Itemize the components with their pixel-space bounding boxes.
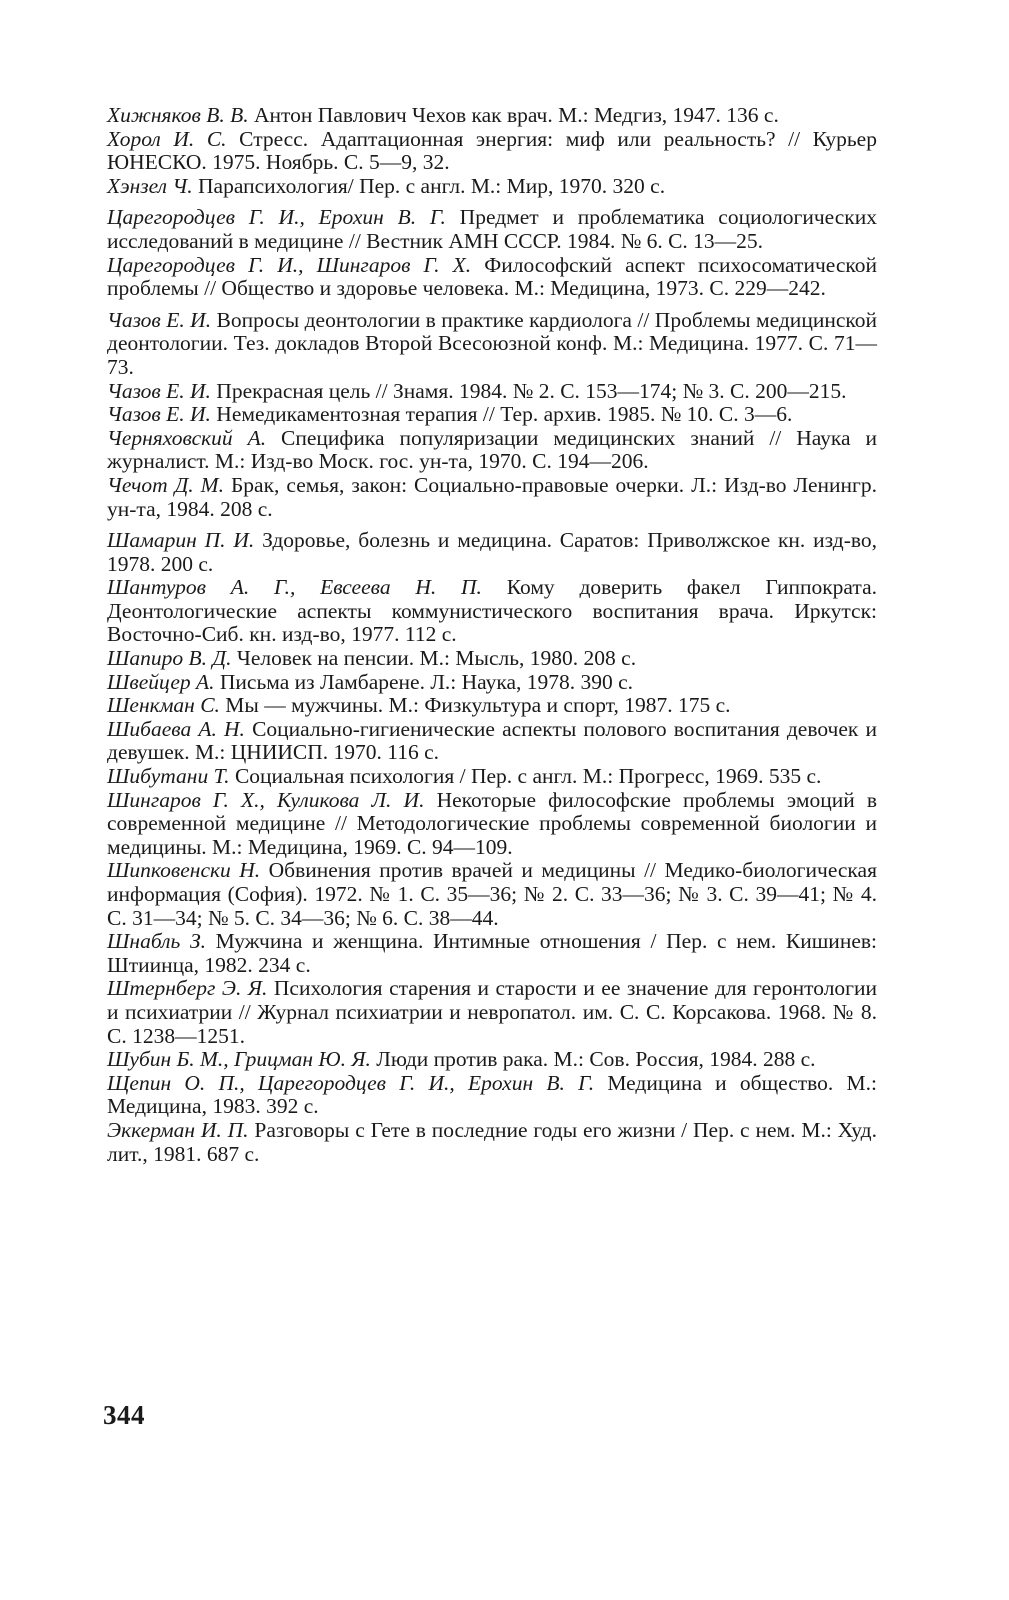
bibliography-entry [107,1048,877,1072]
bibliography-entry [107,930,877,977]
entry-author: Черняховский А. [107,425,267,450]
page-number: 344 [103,1400,145,1430]
entry-author: Хэнзел Ч. [107,173,193,198]
entry-text: Кому доверить факел Гиппократа. Деонтологические аспекты коммунистического воспитания врача. Иркутск: Восточно-Сиб. кн. изд-во, 1977. 112 с. [107,575,877,647]
bibliography-entry [107,104,877,128]
bibliography-entry [107,427,877,474]
entry-author: Швейцер А. [107,669,215,694]
bibliography-entry [107,718,877,765]
bibliography-entry [107,576,877,647]
entry-text: Психология старения и старости и ее значение для геронтологии и психиатрии // Журнал психиатрии и невропатол. им. С. С. Корсакова. 1968. № 8. С. 1238—1251. [107,976,877,1048]
bibliography-entry [107,403,877,427]
entry-author: Шипковенски Н. [107,858,261,883]
entry-author: Чазов Е. И. [107,402,211,427]
entry-author: Чазов Е. И. [107,378,211,403]
bibliography-entry [107,474,877,521]
bibliography-entry [107,647,877,671]
entry-text: Прекрасная цель // Знамя. 1984. № 2. С. 153—174; № 3. С. 200—215. [210,378,847,403]
entry-author: Чазов Е. И. [107,307,212,332]
entry-text: Парапсихология/ Пер. с англ. М.: Мир, 1970. 320 с. [192,173,666,198]
entry-author: Шамарин П. И. [107,528,255,553]
entry-author: Шапиро В. Д. [107,646,232,671]
entry-author: Щепин О. П., Царегородцев Г. И., Ерохин В. Г. [107,1070,595,1095]
bibliography-entry [107,1072,877,1119]
entry-text: Письма из Ламбарене. Л.: Наука, 1978. 390 с. [214,669,634,694]
bibliography-entry [107,529,877,576]
entry-text: Специфика популяризации медицинских знаний // Наука и журналист. М.: Изд-во Моск. гос. ун-та, 1970. С. 194—206. [107,425,878,474]
entry-author: Шингаров Г. Х., Куликова Л. И. [107,787,425,812]
entry-text: Предмет и проблематика социологических исследований в медицине // Вестник АМН СССР. 1984. № 6. С. 13—25. [107,205,877,253]
entry-text: Немедикаментозная терапия // Тер. архив. 1985. № 10. С. 3—6. [210,402,793,427]
bibliography-entry [107,254,877,301]
entry-text: Люди против рака. М.: Сов. Россия, 1984. 288 с. [370,1047,816,1072]
entry-author: Хижняков В. В. [107,103,249,127]
entry-author: Царегородцев Г. И., Шингаров Г. Х. [107,252,472,277]
bibliography-entry [107,309,877,380]
entry-text: Брак, семья, закон: Социально-правовые очерки. Л.: Изд-во Ленингр. ун-та, 1984. 208 с. [107,472,877,521]
bibliography-entry [107,380,877,404]
bibliography-entry [107,859,877,930]
entry-author: Шнабль З. [107,929,206,954]
bibliography-entry [107,175,877,199]
entry-author: Чечот Д. М. [107,472,224,497]
entry-text: Стресс. Адаптационная энергия: миф или реальность? // Курьер ЮНЕСКО. 1975. Ноябрь. С. 5—9, 32. [107,126,877,175]
bibliography-entry [107,671,877,695]
entry-author: Штернберг Э. Я. [107,976,268,1001]
bibliography-entry [107,789,877,860]
entry-text: Разговоры с Гете в последние годы его жизни / Пер. с нем. М.: Худ. лит., 1981. 687 с. [107,1117,877,1166]
entry-author: Шибаева А. Н. [107,716,245,741]
entry-text: Мужчина и женщина. Интимные отношения / Пер. с нем. Кишинев: Штиинца, 1982. 234 с. [107,929,877,977]
entry-text: Философский аспект психосоматической проблемы // Общество и здоровье человека. М.: Медицина, 1973. С. 229—242. [107,252,877,301]
bibliography-entry [107,977,877,1048]
entry-text: Социально-гигиенические аспекты полового воспитания девочек и девушек. М.: ЦНИИСП. 1970. 116 с. [107,716,878,765]
entry-text: Вопросы деонтологии в практике кардиолога // Проблемы медицинской деонтологии. Тез. докладов Второй Всесоюзной конф. М.: Медицина. 1977. С. 71—73. [107,307,877,379]
entry-author: Царегородцев Г. И., Ерохин В. Г. [107,205,446,230]
bibliography-entry [107,765,877,789]
entry-text: Антон Павлович Чехов как врач. М.: Медгиз, 1947. 136 с. [248,103,779,127]
entry-author: Шибутани Т. [107,764,230,789]
entry-text: Человек на пенсии. М.: Мысль, 1980. 208 с. [231,646,637,671]
bibliography-list [107,104,877,1166]
entry-text: Медицина и общество. М.: Медицина, 1983. 392 с. [107,1070,877,1119]
entry-author: Эккерман И. П. [107,1117,249,1142]
bibliography-entry [107,128,877,175]
entry-author: Шантуров А. Г., Евсеева Н. П. [107,575,482,600]
entry-author: Хорол И. С. [107,126,227,151]
bibliography-entry [107,206,877,253]
entry-text: Некоторые философские проблемы эмоций в современной медицине // Методологические проблемы современной биологии и медицины. М.: Медицина, 1969. С. 94—109. [107,787,878,859]
entry-author: Шенкман С. [107,693,220,718]
entry-text: Обвинения против врачей и медицины // Медико-биологическая информация (София). 1972. № 1. С. 35—36; № 2. С. 33—36; № 3. С. 39—41; № 4. С. 31—34; № 5. С. 34—36; № 6. С. 38—44. [107,858,877,930]
bibliography-entry [107,1119,877,1166]
entry-author: Шубин Б. М., Грицман Ю. Я. [107,1047,371,1072]
entry-text: Социальная психология / Пер. с англ. М.: Прогресс, 1969. 535 с. [229,764,822,789]
entry-text: Здоровье, болезнь и медицина. Саратов: Приволжское кн. изд-во, 1978. 200 с. [107,528,877,576]
entry-text: Мы — мужчины. М.: Физкультура и спорт, 1987. 175 с. [219,693,731,718]
bibliography-entry [107,694,877,718]
